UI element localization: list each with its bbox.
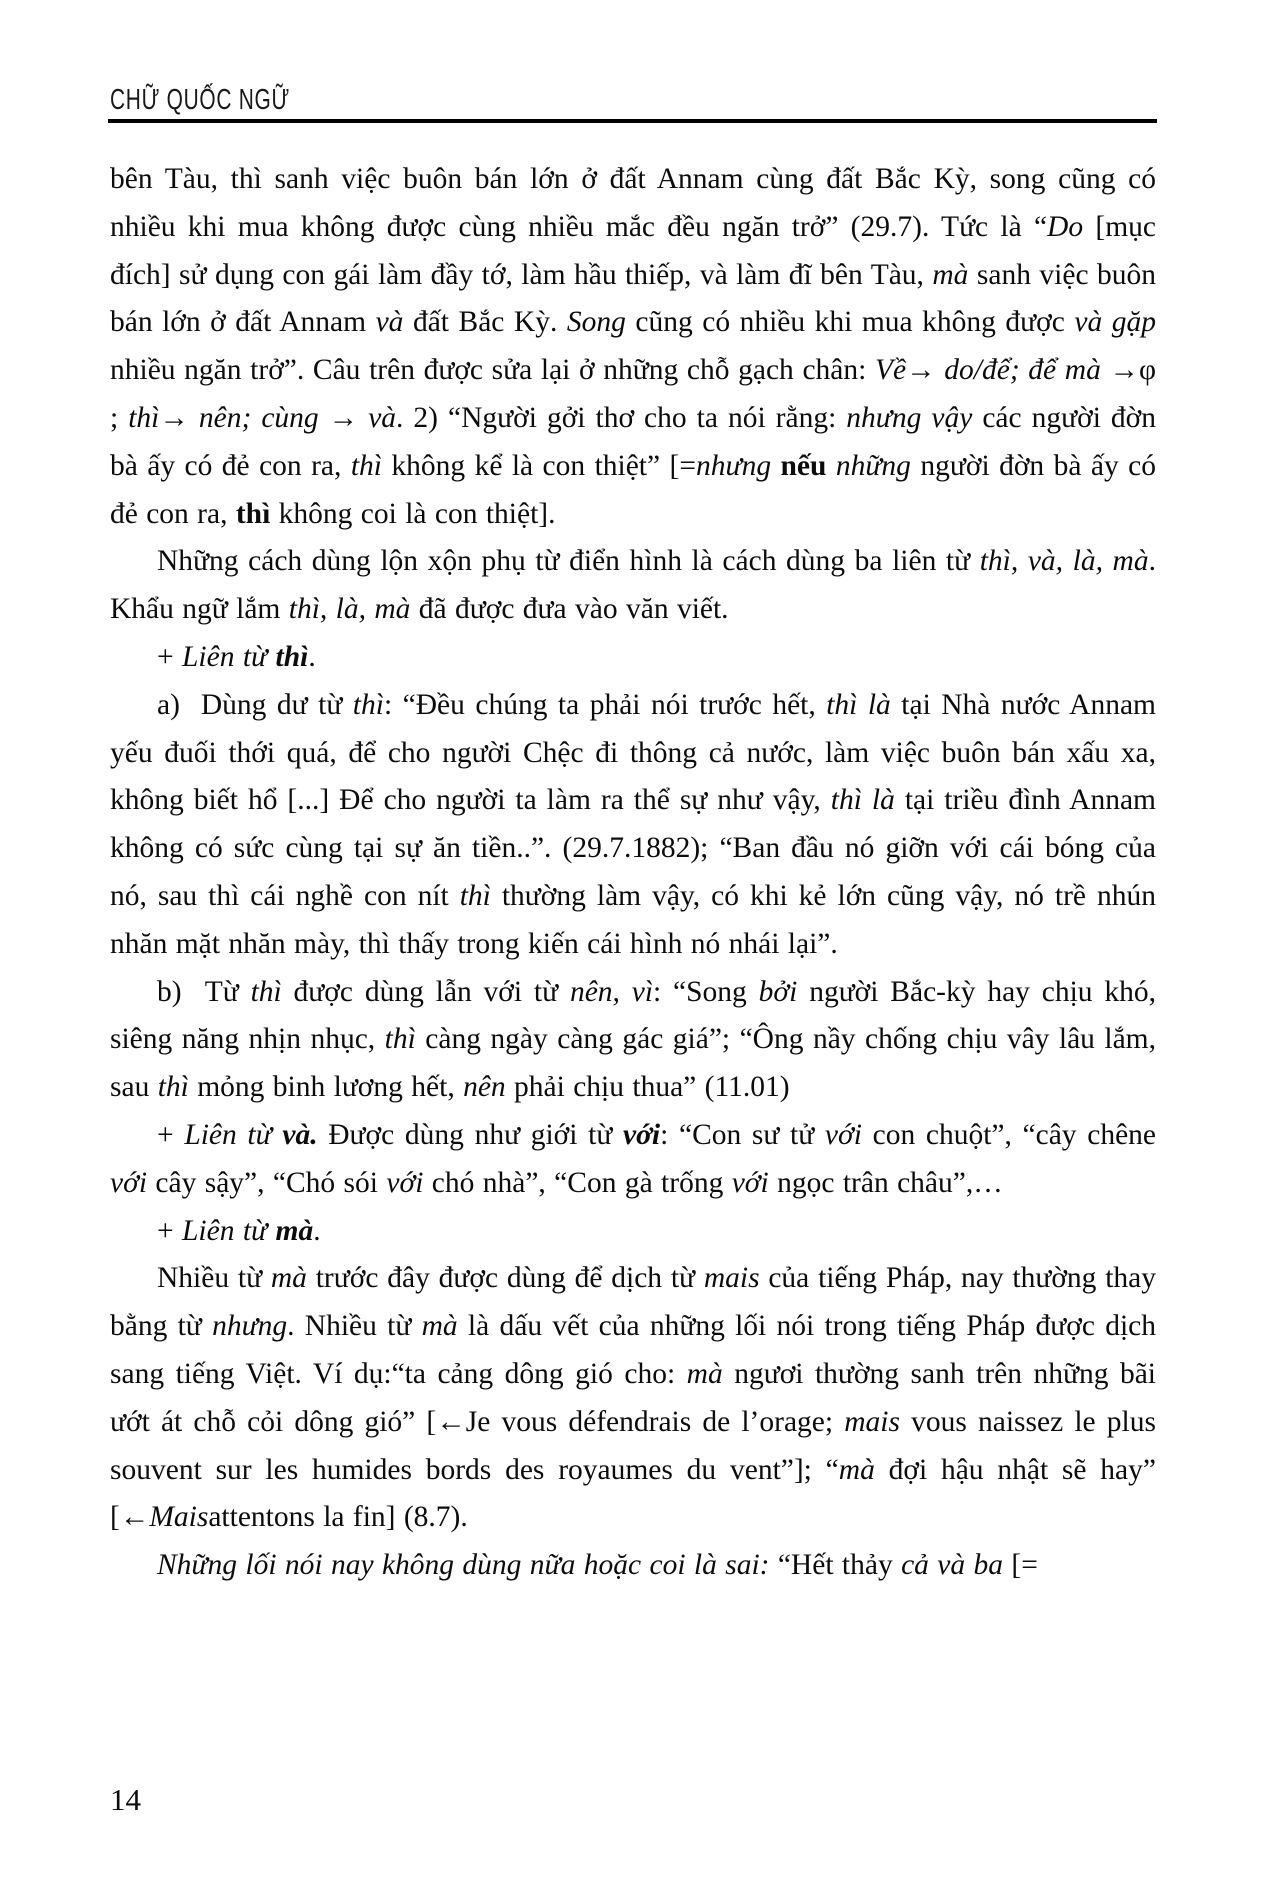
text-run: nhưng [212,1310,288,1343]
text-run: mà [686,1357,723,1390]
text-run: thường làm vậy, có khi kẻ lớn cũng vậy, nó trề nhún nhăn mặt nhăn mày, thì thấy trong kiến cái hình nó nhái lại”. [110,879,1156,960]
text-run: Liên từ [184,1118,283,1151]
text-run: và [368,401,397,434]
text-run: thì, là, mà [288,593,411,626]
text-run: và. [282,1118,318,1151]
text-run: với [824,1118,862,1151]
text-run: cây sậy”, “Chó sói [147,1166,387,1199]
text-run: càng ngày càng gác giá”; “Ông nầy chống chịu vây lâu lắm, sau [110,1023,1157,1104]
text-run: bởi [758,975,798,1008]
text-run: nhưng [695,449,772,482]
text-run: →φ ; [110,354,1157,434]
text-run: . Khẩu ngữ lắm [110,545,1156,626]
text-run: Về [875,354,907,387]
text-run: không coi là con thiệt]. [270,497,556,530]
text-run: thì là [830,784,895,817]
text-run: với [386,1166,424,1199]
text-run: tại triều đình Annam không có sức cùng tại sự ăn tiền..”. (29.7.1882); “Ban đầu nó giỡn với cái bóng của nó, sau thì cái nghề con nít [110,784,1156,912]
text-run: : “Song [653,975,759,1008]
text-run: thì [384,1023,416,1056]
text-run: nhiều ngăn trở”. Câu trên được sửa lại ở những chỗ gạch chân: [110,354,875,387]
text-run: con chuột”, “cây chêne [861,1118,1157,1151]
text-run: mà [421,1310,458,1343]
text-run: những [835,449,911,482]
text-run: với [110,1166,148,1199]
text-run: nên [463,1071,506,1104]
text-run: → [906,354,945,387]
text-run: chó nhà”, “Con gà trống [423,1166,732,1199]
text-run: thì là [826,688,891,721]
running-header [110,84,360,116]
text-run: mais [844,1405,900,1438]
text-run: nhưng vậy [846,401,973,434]
text-run: “Hết thảy [769,1549,902,1582]
text-run: thì [157,1071,189,1104]
text-run: . Nhiều từ [287,1310,422,1343]
text-run: . [308,640,316,673]
running-header-title: CHỮ QUỐC NGỮ [110,84,291,116]
text-run: mà [838,1453,875,1486]
text-run: mà [932,258,969,291]
text-run: mais [703,1262,760,1295]
text-run: [mục đích] sử dụng con gái làm đầy tớ, làm hầu thiếp, và làm đĩ bên Tàu, [110,210,1156,291]
paragraph [110,634,1156,682]
text-run: . 2) “Người gởi thơ cho ta nói rằng: [396,401,847,434]
text-run: bên Tàu, thì sanh việc buôn bán lớn ở đất Annam cùng đất Bắc Kỳ, song cũng có nhiều khi mua không được cùng nhiều mắc đều ngăn trở” (29.7). Tức là “ [110,163,1156,243]
text-run: do/để; để mà [944,354,1110,387]
paragraph [110,682,1156,969]
text-run: ngọc trân châu”,… [768,1166,1003,1199]
text-run: và [375,306,404,339]
text-run: vous naissez le plus souvent sur les humides bords des royaumes du vent”]; “ [110,1405,1156,1486]
text-run: Được dùng như giới từ [317,1118,623,1151]
text-run: tại Nhà nước Annam yếu đuối thới quá, để cho người Chệc đi thông cả nước, làm việc buôn bán xấu xa, không biết hổ [...] Để cho người ta làm ra thể sự như vậy, [110,688,1156,817]
text-run: phải chịu thua” (11.01) [505,1071,790,1104]
text-run: + [157,1118,185,1151]
text-run: của tiếng Pháp, nay thường thay bằng từ [110,1262,1157,1343]
text-run: [= [1003,1549,1038,1582]
text-run: đất Bắc Kỳ. [403,306,567,339]
text-run: với [731,1166,769,1199]
text-run: người đờn bà ấy có đẻ con ra, [110,449,1156,530]
paragraph [110,969,1156,1112]
text-run: nếu [771,449,836,482]
text-run: + [157,1214,183,1247]
text-run: Những lối nói nay không dùng nữa hoặc coi là sai: [157,1549,770,1582]
text-run: thì, và, là, mà [979,545,1149,578]
text-run: đã được đưa vào văn viết. [410,593,729,626]
text-run: mỏng binh lương hết, [188,1071,464,1104]
text-run: a) Dùng dư từ [157,688,353,721]
text-run: cũng có nhiều khi mua không được [625,306,1075,339]
text-run: với [622,1118,661,1151]
text-run: Do [1047,210,1084,243]
paragraph [110,1208,1156,1256]
text-run: nên; cùng [198,401,329,434]
text-run: Song [566,306,626,339]
text-run: Những cách dùng lộn xộn phụ từ điển hình là cách dùng ba liên từ [157,545,980,578]
text-run: các người đờn bà ấy có đẻ con ra, [110,401,1157,482]
text-run: ngươi thường sanh trên những bãi ướt át chỗ cỏi dông gió” [←Je vous défendrais de l’orage; [110,1357,1156,1438]
text-run: thì [235,497,271,530]
page-number: 14 [110,1782,141,1817]
text-run: trước đây được dùng để dịch từ [306,1262,704,1295]
paragraph [110,538,1156,634]
text-run: mà [275,1214,314,1247]
text-run: thì [128,401,160,434]
text-run: thì [352,688,384,721]
document-body [110,156,1156,1590]
text-run: : “Đều chúng ta phải nói trước hết, [383,688,827,721]
paragraph [110,156,1156,538]
paragraph [110,1542,1156,1590]
text-run: : “Con sư tử [660,1118,825,1151]
text-run: Liên từ [182,640,276,673]
text-run: thì [275,640,309,673]
text-run: b) Từ [157,975,251,1008]
text-run: → [159,401,199,434]
text-run: đợi hậu nhật sẽ hay” [← [110,1453,1156,1534]
text-run: + [157,640,183,673]
text-run: người Bắc-kỳ hay chịu khó, siêng năng nhịn nhục, [110,975,1157,1056]
text-run: nên, vì [569,975,654,1008]
text-run: . [313,1214,321,1247]
header-rule-divider [108,119,1157,123]
text-run: mà [270,1262,307,1295]
text-run: không kể là con thiệt” [= [381,449,696,482]
text-run: Mais [149,1501,209,1534]
text-run: là dấu vết của những lối nói trong tiếng Pháp được dịch sang tiếng Việt. Ví dụ:“ta cảng dông gió cho: [110,1310,1157,1390]
text-run: → [328,401,369,434]
paragraph [110,1112,1156,1208]
text-run: Liên từ [182,1214,276,1247]
text-run: thì [250,975,282,1008]
text-run: thì [350,449,382,482]
text-run: thì [459,879,491,912]
text-run: sanh việc buôn bán lớn ở đất Annam [110,258,1156,339]
text-run: Nhiều từ [157,1262,271,1295]
text-run: attentons la fin] (8.7). [208,1501,468,1534]
paragraph [110,1255,1156,1542]
text-run: được dùng lẫn với từ [281,975,570,1008]
text-run: cả và ba [901,1549,1004,1582]
text-run: và gặp [1074,306,1157,339]
